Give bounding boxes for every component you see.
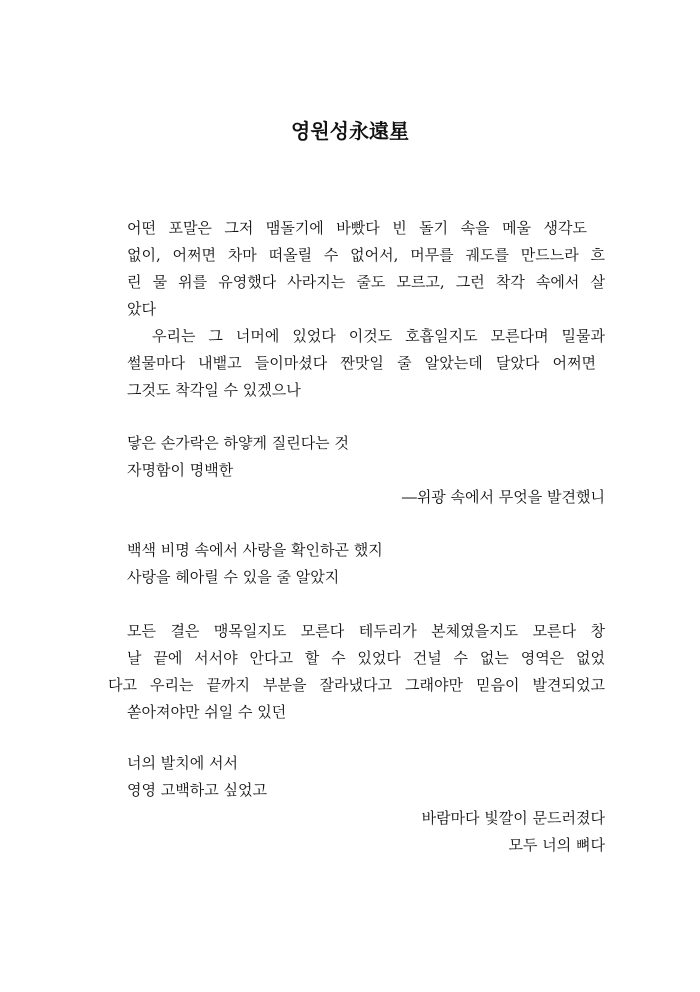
poem-line: 너의 발치에 서서 [127,754,238,772]
poem-line: 린 물 위를 유영했다 사라지는 줄도 모르고, 그런 착각 속에서 살 [127,273,605,291]
poem-line-right: 모두 너의 뼈다 [508,836,605,854]
poem-line: 다고 우리는 끝까지 부분을 잘라냈다고 그래야만 믿음이 발견되었고 [108,676,605,694]
poem-line: 영영 고백하고 싶었고 [127,781,267,799]
page-title: 영원성永遠星 [291,119,409,143]
poem-line: 그것도 착각일 수 있겠으나 [127,381,301,399]
poem-line: 백색 비명 속에서 사랑을 확인하곤 했지 [127,541,383,559]
poem-line: 쏟아져야만 쉬일 수 있던 [127,703,287,721]
poem-line-right: ―위광 속에서 무엇을 발견했니 [401,488,605,506]
poem-line: 모든 결은 맹목일지도 모른다 테두리가 본체였을지도 모른다 창 [127,622,605,640]
poem-line-right: 바람마다 빛깔이 문드러졌다 [421,809,605,827]
poem-line: 어떤 포말은 그저 맴돌기에 바빴다 빈 돌기 속을 메울 생각도 [127,219,587,237]
poem-line: 우리는 그 너머에 있었다 이것도 호흡일지도 모른다며 밀물과 [152,327,605,345]
poem-line: 날 끝에 서서야 안다고 할 수 있었다 건널 수 없는 영역은 없었 [127,649,605,667]
poem-line: 닿은 손가락은 하얗게 질린다는 것 [127,434,349,452]
poem-line: 자명함이 명백한 [127,461,234,479]
poem-line: 썰물마다 내뱉고 들이마셨다 짠맛일 줄 알았는데 달았다 어쩌면 [127,354,596,372]
poem-line: 사랑을 헤아릴 수 있을 줄 알았지 [127,568,340,586]
poem-line: 없이, 어쩌면 차마 떠올릴 수 없어서, 머무를 궤도를 만드느라 흐 [127,246,605,264]
poem-line: 았다 [127,300,156,318]
